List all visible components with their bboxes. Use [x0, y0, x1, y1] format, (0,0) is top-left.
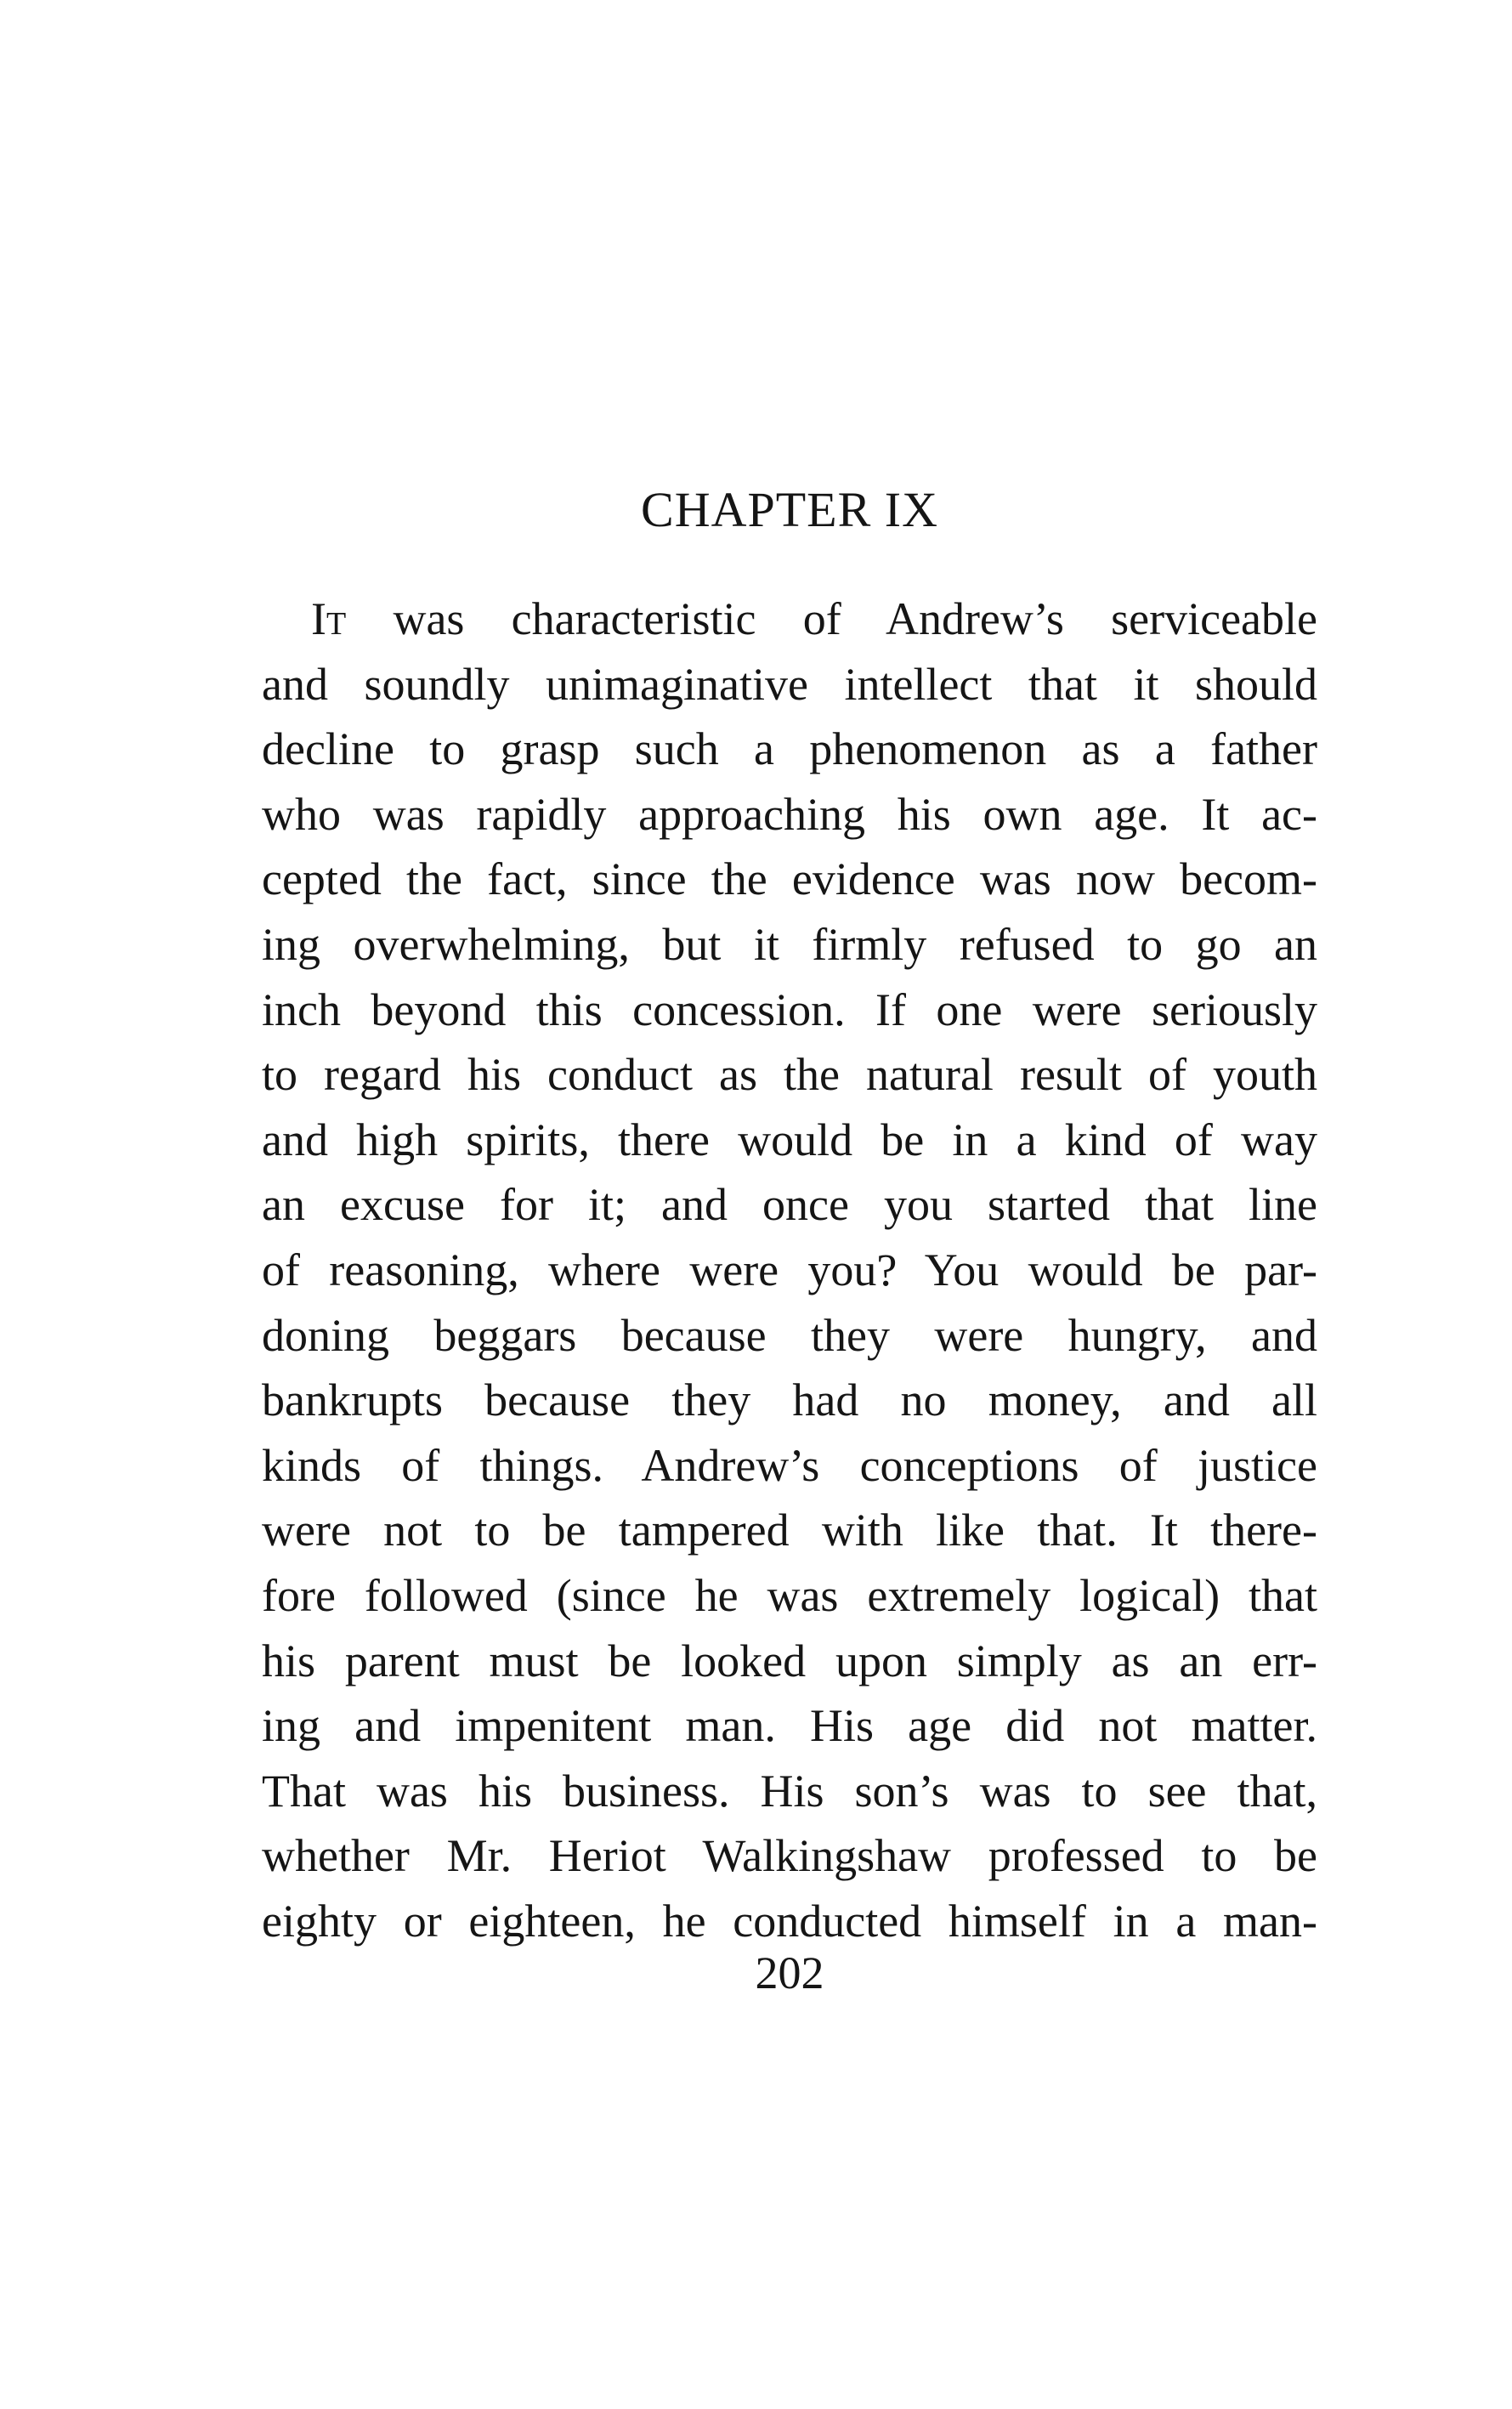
- text-line: his parent must be looked upon simply as an err-: [262, 1635, 1317, 1686]
- chapter-title: CHAPTER IX: [641, 482, 938, 537]
- text-line: doning beggars because they were hungry, and: [262, 1309, 1317, 1361]
- text-line: eighty or eighteen, he conducted himself in a man-: [262, 1895, 1317, 1947]
- body-text: [262, 587, 1317, 1953]
- text-line: an excuse for it; and once you started that line: [262, 1179, 1317, 1231]
- text-line: kinds of things. Andrew’s conceptions of justice: [262, 1439, 1317, 1491]
- text-line: ing and impenitent man. His age did not matter.: [262, 1700, 1317, 1752]
- text-line: and soundly unimaginative intellect that it should: [262, 658, 1317, 710]
- text-line: cepted the fact, since the evidence was now becom-: [262, 853, 1317, 905]
- text-line: fore followed (since he was extremely logical) that: [262, 1569, 1317, 1621]
- text-line: whether Mr. Heriot Walkingshaw professed to be: [262, 1830, 1317, 1882]
- text-line: inch beyond this concession. If one were seriously: [262, 983, 1317, 1035]
- line-text: was characteristic of Andrew’s serviceable: [346, 593, 1317, 644]
- page-number: 202: [755, 1947, 824, 1998]
- text-line: decline to grasp such a phenomenon as a father: [262, 723, 1317, 775]
- text-line: were not to be tampered with like that. It there-: [262, 1505, 1317, 1556]
- opening-word: It: [311, 593, 347, 644]
- text-line: [262, 587, 1317, 652]
- text-line: of reasoning, where were you? You would be par-: [262, 1244, 1317, 1295]
- text-line: bankrupts because they had no money, and all: [262, 1375, 1317, 1426]
- text-line: who was rapidly approaching his own age. It ac-: [262, 788, 1317, 840]
- text-line: and high spirits, there would be in a kind of way: [262, 1114, 1317, 1165]
- text-line: That was his business. His son’s was to see that,: [262, 1765, 1317, 1817]
- text-line: ing overwhelming, but it firmly refused to go an: [262, 918, 1317, 970]
- text-line: to regard his conduct as the natural result of youth: [262, 1049, 1317, 1101]
